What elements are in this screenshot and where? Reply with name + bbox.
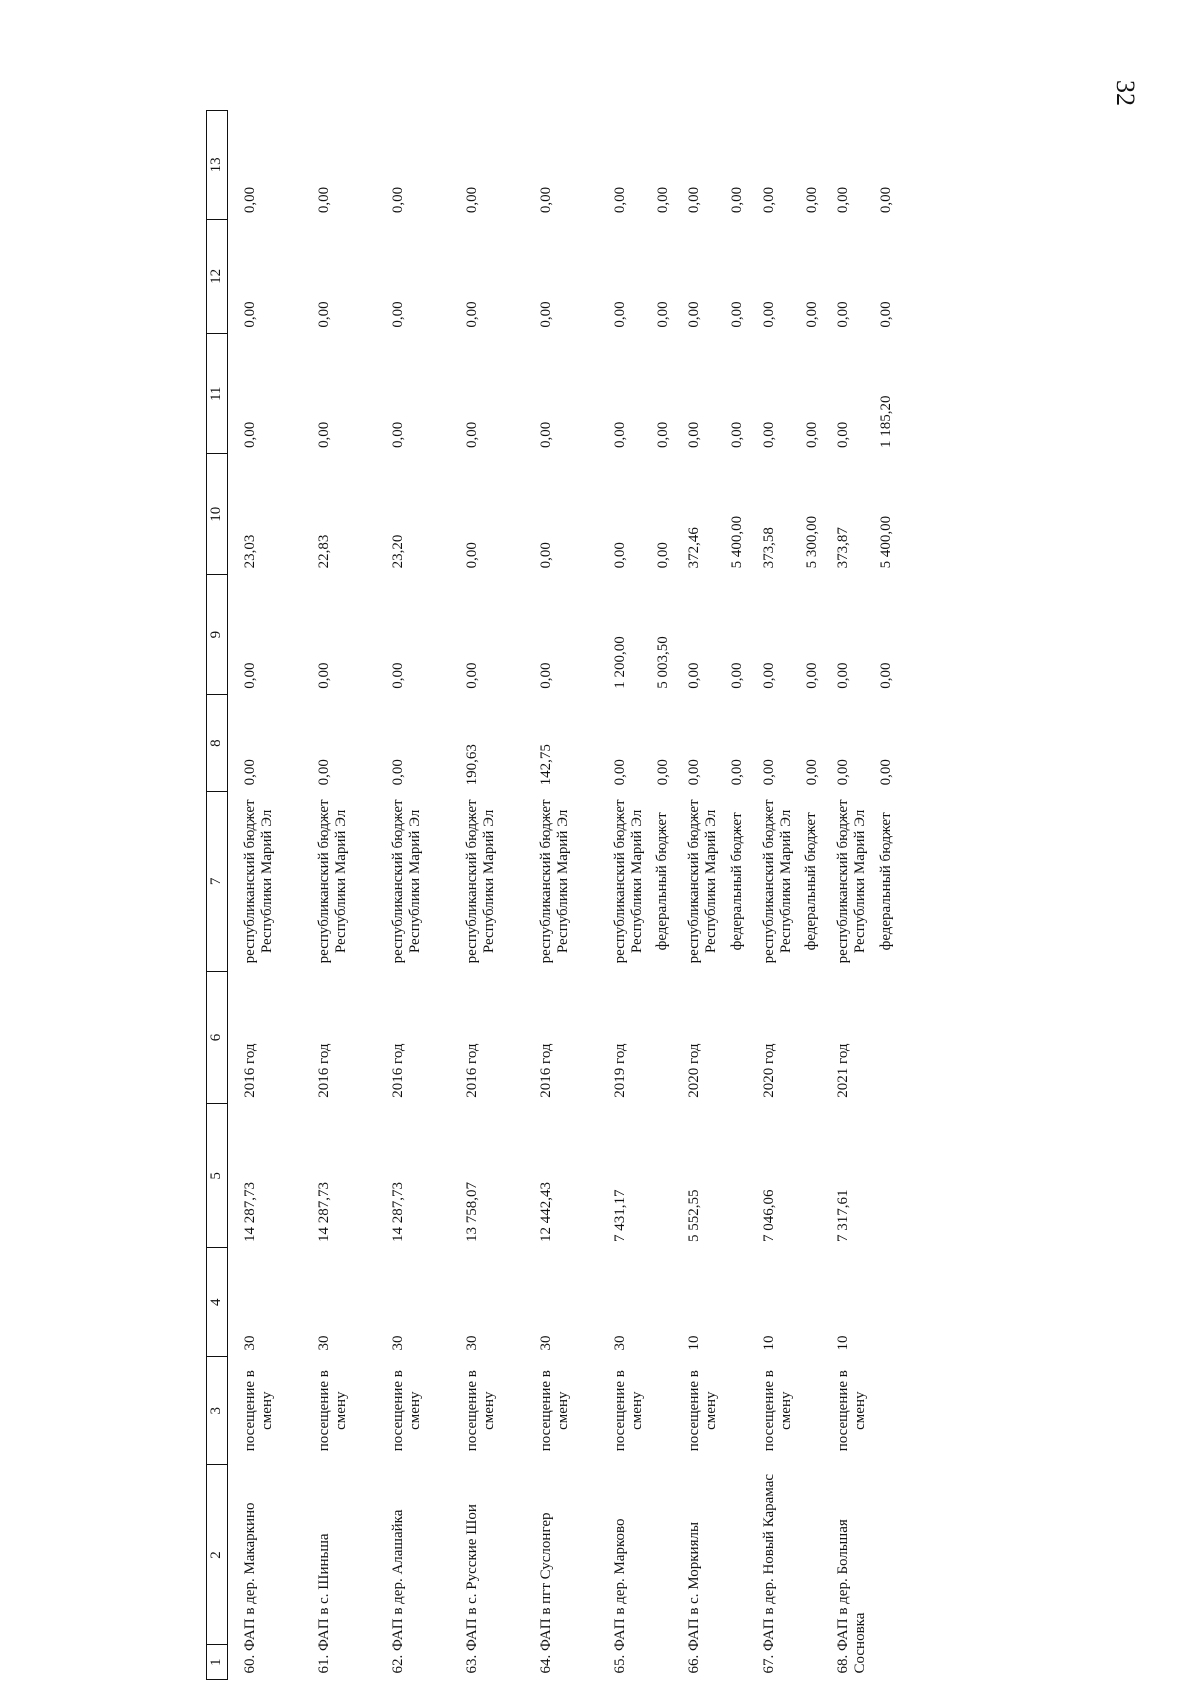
amount-value: 0,00 bbox=[315, 662, 332, 689]
funding-source: республиканский бюджет Республики Марий Эл bbox=[686, 799, 720, 964]
amount-value: 0,00 bbox=[463, 301, 480, 328]
value-cell-c9 bbox=[821, 574, 896, 694]
amount-value: 0,00 bbox=[835, 301, 851, 328]
amount-value: 372,46 bbox=[686, 527, 702, 569]
amount-value: 0,00 bbox=[803, 662, 820, 689]
funding-source: республиканский бюджет Республики Марий Эл bbox=[611, 799, 645, 964]
capacity-cell: 30 bbox=[389, 1335, 406, 1351]
value-cell-c12 bbox=[672, 219, 747, 333]
funding-source: республиканский бюджет Республики Марий Эл bbox=[463, 799, 497, 964]
value-cell-c10 bbox=[524, 454, 598, 574]
amount-value: 0,00 bbox=[729, 301, 746, 328]
amount-value: 0,00 bbox=[686, 301, 702, 328]
amount-value: 373,58 bbox=[760, 527, 777, 569]
amount-value: 0,00 bbox=[835, 421, 851, 448]
unit-cell: посещение в смену bbox=[242, 1370, 276, 1452]
column-header-2: 2 bbox=[207, 1465, 228, 1645]
column-header-9: 9 bbox=[207, 574, 228, 694]
cost-cell: 12 442,43 bbox=[537, 1181, 554, 1242]
cost-cell: 14 287,73 bbox=[242, 1181, 258, 1242]
amount-value: 0,00 bbox=[537, 301, 554, 328]
facility-name-cell: 63. ФАП в с. Русские Шои bbox=[463, 1504, 480, 1674]
amount-value: 0,00 bbox=[389, 759, 406, 786]
funding-source: республиканский бюджет Республики Марий Эл bbox=[537, 799, 571, 964]
funding-source-cell bbox=[376, 791, 450, 971]
facility-name-cell: 68. ФАП в дер. Большая Сосновка bbox=[835, 1519, 869, 1674]
amount-value: 0,00 bbox=[686, 421, 702, 448]
capacity-cell: 10 bbox=[686, 1335, 702, 1351]
amount-value: 0,00 bbox=[760, 759, 777, 786]
table-row bbox=[821, 111, 896, 1680]
amount-value: 0,00 bbox=[686, 759, 702, 786]
amount-value: 0,00 bbox=[760, 301, 777, 328]
value-cell-c8 bbox=[376, 695, 450, 792]
facility-name-cell: 64. ФАП в пгт Суслонгер bbox=[537, 1512, 554, 1674]
amount-value: 190,63 bbox=[463, 744, 480, 786]
value-cell-c10 bbox=[376, 454, 450, 574]
cost-cell: 7 431,17 bbox=[611, 1189, 628, 1242]
amount-value: 0,00 bbox=[242, 759, 258, 786]
value-cell-c8 bbox=[302, 695, 376, 792]
funding-source: республиканский бюджет Республики Марий Эл bbox=[760, 799, 794, 964]
amount-value: 0,00 bbox=[537, 542, 554, 569]
value-cell-c9 bbox=[302, 574, 376, 694]
amount-value: 0,00 bbox=[803, 186, 820, 214]
column-header-10: 10 bbox=[207, 454, 228, 574]
value-cell-c11 bbox=[376, 334, 450, 454]
value-cell-c8 bbox=[524, 695, 598, 792]
page-number: 32 bbox=[1111, 80, 1140, 106]
value-cell-c10 bbox=[228, 454, 302, 574]
amount-value: 0,00 bbox=[463, 186, 480, 214]
cost-cell: 5 552,55 bbox=[686, 1189, 702, 1242]
amount-value: 0,00 bbox=[611, 421, 628, 448]
amount-value: 5 300,00 bbox=[803, 515, 820, 569]
amount-value: 0,00 bbox=[654, 542, 671, 569]
value-cell-c13 bbox=[228, 111, 302, 220]
capacity-cell: 30 bbox=[315, 1335, 332, 1351]
amount-value: 0,00 bbox=[803, 301, 820, 328]
amount-value: 0,00 bbox=[654, 759, 671, 786]
amount-value: 5 400,00 bbox=[729, 515, 746, 569]
amount-value: 0,00 bbox=[463, 662, 480, 689]
amount-value: 0,00 bbox=[537, 662, 554, 689]
funding-table bbox=[206, 110, 896, 1680]
column-header-4: 4 bbox=[207, 1248, 228, 1356]
amount-value: 0,00 bbox=[878, 301, 895, 328]
value-cell-c9 bbox=[598, 574, 673, 694]
value-cell-c11 bbox=[524, 334, 598, 454]
unit-cell: посещение в смену bbox=[315, 1370, 349, 1452]
value-cell-c13 bbox=[672, 111, 747, 220]
amount-value: 373,87 bbox=[835, 527, 851, 569]
value-cell-c12 bbox=[598, 219, 673, 333]
facility-name-cell: 67. ФАП в дер. Новый Карамас bbox=[760, 1473, 777, 1674]
amount-value: 0,00 bbox=[878, 662, 895, 689]
funding-source: федеральный бюджет bbox=[654, 812, 670, 951]
year-cell: 2020 год bbox=[686, 1043, 702, 1098]
amount-value: 0,00 bbox=[537, 421, 554, 448]
value-cell-c13 bbox=[821, 111, 896, 220]
value-cell-c10 bbox=[598, 454, 673, 574]
value-cell-c11 bbox=[672, 334, 747, 454]
funding-source-cell bbox=[524, 791, 598, 971]
amount-value: 0,00 bbox=[242, 301, 258, 328]
column-header-3: 3 bbox=[207, 1356, 228, 1464]
amount-value: 0,00 bbox=[611, 301, 628, 328]
column-header-5: 5 bbox=[207, 1104, 228, 1248]
amount-value: 0,00 bbox=[654, 421, 671, 448]
value-cell-c9 bbox=[672, 574, 747, 694]
value-cell-c9 bbox=[524, 574, 598, 694]
funding-source: республиканский бюджет Республики Марий Эл bbox=[242, 799, 276, 964]
value-cell-c10 bbox=[302, 454, 376, 574]
value-cell-c10 bbox=[672, 454, 747, 574]
value-cell-c9 bbox=[228, 574, 302, 694]
amount-value: 0,00 bbox=[315, 421, 332, 448]
value-cell-c10 bbox=[821, 454, 896, 574]
amount-value: 0,00 bbox=[878, 186, 895, 214]
amount-value: 0,00 bbox=[537, 186, 554, 214]
column-header-1: 1 bbox=[207, 1645, 228, 1680]
value-cell-c8 bbox=[598, 695, 673, 792]
value-cell-c13 bbox=[524, 111, 598, 220]
value-cell-c13 bbox=[376, 111, 450, 220]
year-cell: 2020 год bbox=[760, 1043, 777, 1098]
value-cell-c12 bbox=[302, 219, 376, 333]
amount-value: 0,00 bbox=[835, 662, 851, 689]
funding-source-cell bbox=[228, 791, 302, 971]
amount-value: 1 200,00 bbox=[611, 636, 628, 689]
year-cell: 2021 год bbox=[835, 1043, 851, 1098]
amount-value: 0,00 bbox=[611, 759, 628, 786]
column-header-12: 12 bbox=[207, 219, 228, 333]
value-cell-c13 bbox=[747, 111, 822, 220]
value-cell-c13 bbox=[450, 111, 524, 220]
funding-source: республиканский бюджет Республики Марий Эл bbox=[389, 799, 423, 964]
unit-cell: посещение в смену bbox=[389, 1370, 423, 1452]
amount-value: 0,00 bbox=[729, 759, 746, 786]
table-body bbox=[228, 111, 896, 1680]
value-cell-c11 bbox=[747, 334, 822, 454]
funding-source-cell bbox=[747, 791, 822, 971]
amount-value: 0,00 bbox=[315, 186, 332, 214]
funding-source: республиканский бюджет Республики Марий Эл bbox=[835, 799, 869, 964]
amount-value: 23,03 bbox=[242, 534, 258, 569]
amount-value: 0,00 bbox=[686, 662, 702, 689]
cost-cell: 7 317,61 bbox=[835, 1189, 851, 1242]
amount-value: 0,00 bbox=[686, 186, 702, 214]
amount-value: 0,00 bbox=[611, 542, 628, 569]
table-row bbox=[450, 111, 524, 1680]
amount-value: 22,83 bbox=[315, 534, 332, 569]
facility-name-cell: 62. ФАП в дер. Алашайка bbox=[389, 1509, 406, 1674]
value-cell-c11 bbox=[598, 334, 673, 454]
value-cell-c8 bbox=[747, 695, 822, 792]
amount-value: 0,00 bbox=[463, 421, 480, 448]
amount-value: 0,00 bbox=[803, 759, 820, 786]
amount-value: 0,00 bbox=[611, 186, 628, 214]
value-cell-c10 bbox=[747, 454, 822, 574]
value-cell-c11 bbox=[228, 334, 302, 454]
year-cell: 2016 год bbox=[315, 1043, 332, 1098]
funding-source-cell bbox=[450, 791, 524, 971]
year-cell: 2016 год bbox=[537, 1043, 554, 1098]
table-row bbox=[228, 111, 302, 1680]
capacity-cell: 30 bbox=[463, 1335, 480, 1351]
amount-value: 0,00 bbox=[803, 421, 820, 448]
table-row bbox=[747, 111, 822, 1680]
value-cell-c12 bbox=[376, 219, 450, 333]
cost-cell: 13 758,07 bbox=[463, 1181, 480, 1242]
capacity-cell: 10 bbox=[835, 1335, 851, 1351]
facility-name-cell: 61. ФАП в с. Шиньша bbox=[315, 1533, 332, 1674]
value-cell-c10 bbox=[450, 454, 524, 574]
unit-cell: посещение в смену bbox=[463, 1370, 497, 1452]
value-cell-c8 bbox=[228, 695, 302, 792]
amount-value: 0,00 bbox=[835, 759, 851, 786]
amount-value: 0,00 bbox=[463, 542, 480, 569]
facility-name-cell: 65. ФАП в дер. Марково bbox=[611, 1518, 628, 1674]
amount-value: 0,00 bbox=[760, 186, 777, 214]
unit-cell: посещение в смену bbox=[611, 1370, 645, 1452]
amount-value: 0,00 bbox=[242, 421, 258, 448]
table-row bbox=[672, 111, 747, 1680]
value-cell-c12 bbox=[821, 219, 896, 333]
capacity-cell: 10 bbox=[760, 1335, 777, 1351]
year-cell: 2019 год bbox=[611, 1043, 628, 1098]
capacity-cell: 30 bbox=[611, 1335, 628, 1351]
amount-value: 0,00 bbox=[729, 421, 746, 448]
table-row bbox=[376, 111, 450, 1680]
year-cell: 2016 год bbox=[389, 1043, 406, 1098]
funding-source: федеральный бюджет bbox=[728, 812, 745, 951]
rotated-table-wrapper bbox=[206, 110, 1056, 1680]
amount-value: 0,00 bbox=[729, 662, 746, 689]
year-cell: 2016 год bbox=[463, 1043, 480, 1098]
amount-value: 0,00 bbox=[315, 301, 332, 328]
value-cell-c8 bbox=[821, 695, 896, 792]
amount-value: 0,00 bbox=[315, 759, 332, 786]
column-header-13: 13 bbox=[207, 111, 228, 220]
amount-value: 0,00 bbox=[389, 421, 406, 448]
amount-value: 0,00 bbox=[760, 662, 777, 689]
amount-value: 142,75 bbox=[537, 744, 554, 786]
amount-value: 0,00 bbox=[760, 421, 777, 448]
amount-value: 0,00 bbox=[729, 186, 746, 214]
amount-value: 0,00 bbox=[389, 186, 406, 214]
table-row bbox=[302, 111, 376, 1680]
value-cell-c9 bbox=[376, 574, 450, 694]
value-cell-c12 bbox=[747, 219, 822, 333]
table-row bbox=[598, 111, 673, 1680]
amount-value: 0,00 bbox=[242, 662, 258, 689]
capacity-cell: 30 bbox=[537, 1335, 554, 1351]
amount-value: 5 400,00 bbox=[878, 515, 895, 569]
amount-value: 23,20 bbox=[389, 534, 406, 569]
unit-cell: посещение в смену bbox=[686, 1370, 720, 1452]
facility-name-cell: 66. ФАП в с. Моркиялы bbox=[686, 1521, 702, 1674]
value-cell-c13 bbox=[598, 111, 673, 220]
amount-value: 0,00 bbox=[654, 186, 671, 214]
cost-cell: 7 046,06 bbox=[760, 1189, 777, 1242]
amount-value: 0,00 bbox=[389, 301, 406, 328]
value-cell-c13 bbox=[302, 111, 376, 220]
funding-source: федеральный бюджет bbox=[877, 812, 894, 951]
amount-value: 0,00 bbox=[389, 662, 406, 689]
unit-cell: посещение в смену bbox=[537, 1370, 571, 1452]
cost-cell: 14 287,73 bbox=[389, 1181, 406, 1242]
funding-source: республиканский бюджет Республики Марий Эл bbox=[315, 799, 349, 964]
funding-source: федеральный бюджет bbox=[803, 812, 819, 951]
cost-cell: 14 287,73 bbox=[315, 1181, 332, 1242]
unit-cell: посещение в смену bbox=[760, 1370, 794, 1452]
value-cell-c12 bbox=[228, 219, 302, 333]
column-header-8: 8 bbox=[207, 695, 228, 792]
column-header-7: 7 bbox=[207, 791, 228, 971]
amount-value: 1 185,20 bbox=[878, 395, 895, 448]
amount-value: 0,00 bbox=[654, 301, 671, 328]
funding-source-cell bbox=[672, 791, 747, 971]
value-cell-c8 bbox=[672, 695, 747, 792]
column-number-row bbox=[207, 111, 228, 1680]
amount-value: 5 003,50 bbox=[654, 636, 671, 689]
value-cell-c12 bbox=[524, 219, 598, 333]
value-cell-c12 bbox=[450, 219, 524, 333]
value-cell-c11 bbox=[821, 334, 896, 454]
capacity-cell: 30 bbox=[242, 1335, 258, 1351]
table-row bbox=[524, 111, 598, 1680]
amount-value: 0,00 bbox=[242, 186, 258, 214]
funding-source-cell bbox=[302, 791, 376, 971]
year-cell: 2016 год bbox=[242, 1043, 258, 1098]
value-cell-c11 bbox=[302, 334, 376, 454]
funding-source-cell bbox=[821, 791, 896, 971]
unit-cell: посещение в смену bbox=[835, 1370, 869, 1452]
column-header-11: 11 bbox=[207, 334, 228, 454]
facility-name-cell: 60. ФАП в дер. Макаркино bbox=[242, 1502, 258, 1674]
value-cell-c9 bbox=[747, 574, 822, 694]
value-cell-c8 bbox=[450, 695, 524, 792]
column-header-6: 6 bbox=[207, 971, 228, 1103]
funding-source-cell bbox=[598, 791, 673, 971]
value-cell-c11 bbox=[450, 334, 524, 454]
amount-value: 0,00 bbox=[878, 759, 895, 786]
amount-value: 0,00 bbox=[835, 186, 851, 214]
value-cell-c9 bbox=[450, 574, 524, 694]
